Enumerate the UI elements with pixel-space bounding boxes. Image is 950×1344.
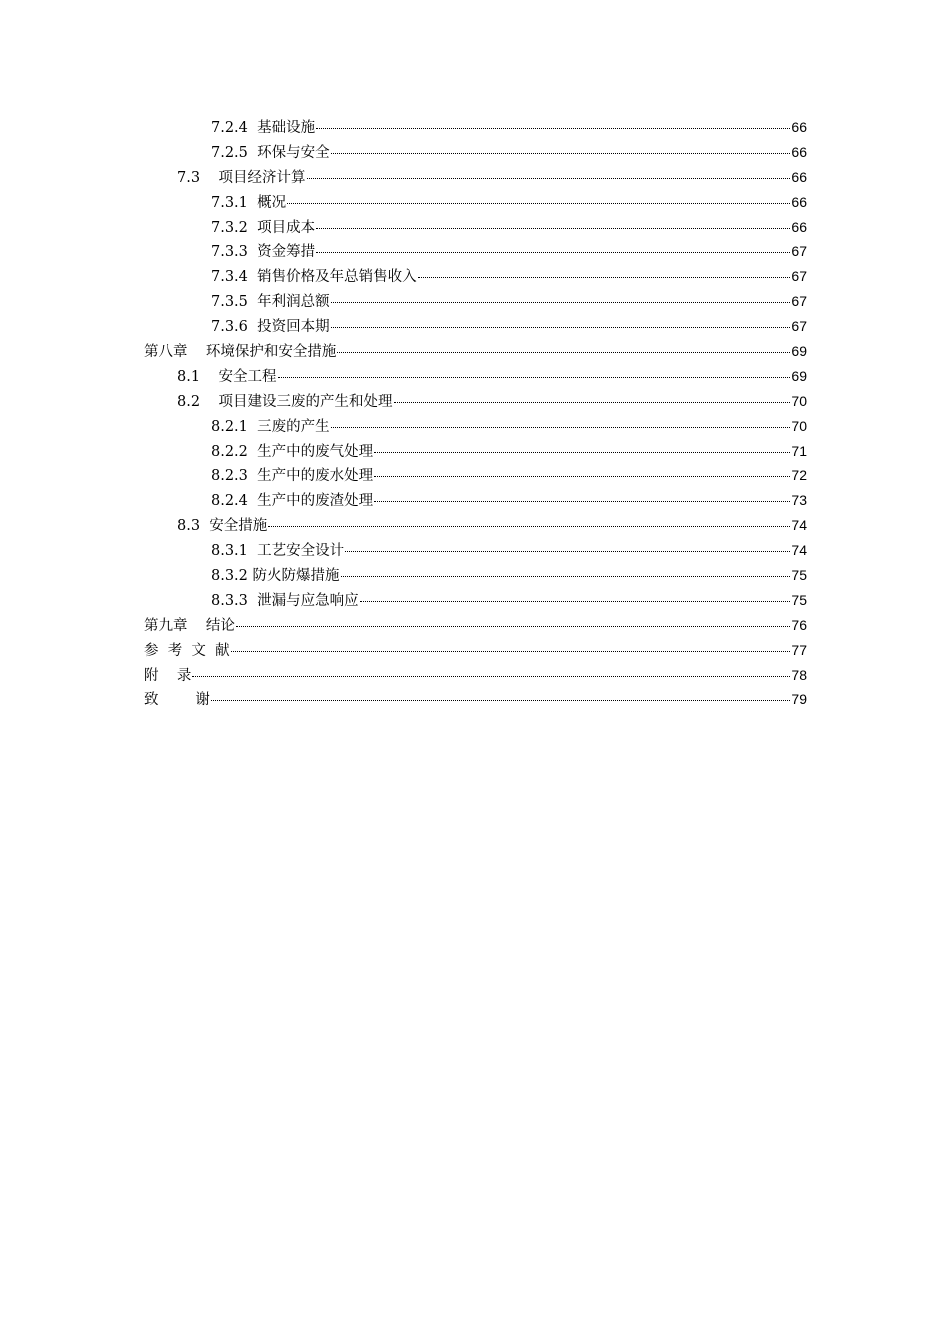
toc-entry[interactable] — [144, 364, 807, 389]
toc-entry-title: 7.3 项目经济计算 — [177, 169, 306, 186]
toc-entry[interactable] — [144, 239, 807, 264]
toc-entry[interactable] — [144, 588, 807, 613]
dot-leader — [307, 178, 791, 179]
toc-entry-title: 第九章 结论 — [144, 617, 235, 634]
toc-entry-title: 7.2.4 基础设施 — [211, 120, 316, 136]
toc-entry-page-number: 76 — [791, 616, 807, 633]
toc-entry-title: 7.3.5 年利润总额 — [211, 294, 330, 311]
toc-entry-title: 第八章 环境保护和安全措施 — [144, 344, 337, 361]
toc-entry-title: 8.2.3 生产中的废水处理 — [211, 468, 374, 485]
toc-entry-page-number: 67 — [791, 318, 807, 335]
toc-entry[interactable] — [144, 264, 807, 289]
toc-entry[interactable] — [144, 215, 807, 240]
toc-entry-title: 7.2.5 环保与安全 — [211, 144, 330, 161]
toc-entry-page-number: 66 — [791, 218, 807, 235]
dot-leader — [374, 452, 790, 453]
toc-entry-page-number: 66 — [791, 119, 807, 135]
dot-leader — [374, 501, 790, 502]
toc-entry-page-number: 69 — [791, 367, 807, 384]
dot-leader — [374, 476, 790, 477]
toc-entry-page-number: 67 — [791, 293, 807, 310]
toc-entry[interactable] — [144, 563, 807, 588]
toc-entry[interactable] — [144, 439, 807, 464]
dot-leader — [418, 277, 791, 278]
dot-leader — [331, 327, 791, 328]
dot-leader — [278, 377, 791, 378]
toc-entry-title: 附 录 — [144, 667, 192, 684]
toc-entry-page-number: 71 — [791, 442, 807, 459]
toc-entry-title: 8.3.1 工艺安全设计 — [211, 543, 345, 560]
dot-leader — [211, 700, 791, 701]
dot-leader — [316, 128, 790, 129]
toc-entry-page-number: 73 — [791, 492, 807, 509]
toc-entry-title: 8.2 项目建设三废的产生和处理 — [177, 393, 393, 410]
toc-entry[interactable] — [144, 513, 807, 538]
dot-leader — [316, 228, 790, 229]
toc-entry-page-number: 75 — [791, 591, 807, 608]
toc-entry[interactable] — [144, 538, 807, 563]
dot-leader — [337, 352, 790, 353]
dot-leader — [287, 203, 790, 204]
toc-entry[interactable] — [144, 638, 807, 663]
dot-leader — [331, 302, 791, 303]
toc-entry[interactable] — [144, 613, 807, 638]
toc-entry-page-number: 78 — [791, 666, 807, 683]
toc-entry[interactable] — [144, 414, 807, 439]
toc-entry-page-number: 69 — [791, 343, 807, 360]
toc-entry[interactable] — [144, 663, 807, 688]
toc-entry-title: 7.3.6 投资回本期 — [211, 319, 330, 336]
toc-entry-page-number: 67 — [791, 268, 807, 285]
dot-leader — [345, 551, 790, 552]
toc-entry-page-number: 70 — [791, 417, 807, 434]
toc-entry-title: 7.3.4 销售价格及年总销售收入 — [211, 269, 417, 286]
dot-leader — [236, 626, 790, 627]
toc-entry-page-number: 74 — [791, 517, 807, 534]
toc-entry-page-number: 70 — [791, 392, 807, 409]
toc-entry[interactable] — [144, 115, 807, 140]
toc-entry-title: 8.1 安全工程 — [177, 368, 277, 385]
toc-entry-page-number: 75 — [791, 567, 807, 584]
dot-leader — [231, 651, 791, 652]
dot-leader — [268, 526, 790, 527]
dot-leader — [341, 576, 791, 577]
dot-leader — [331, 427, 791, 428]
table-of-contents — [144, 115, 807, 712]
toc-entry-title: 参 考 文 献 — [144, 642, 230, 659]
toc-entry[interactable] — [144, 687, 807, 712]
dot-leader — [331, 153, 791, 154]
toc-entry[interactable] — [144, 339, 807, 364]
toc-entry[interactable] — [144, 314, 807, 339]
toc-entry-page-number: 72 — [791, 467, 807, 484]
toc-entry[interactable] — [144, 289, 807, 314]
toc-entry-page-number: 79 — [791, 691, 807, 708]
toc-entry-title: 8.2.4 生产中的废渣处理 — [211, 493, 374, 510]
toc-entry-page-number: 67 — [791, 243, 807, 260]
toc-entry-title: 8.3 安全措施 — [177, 518, 268, 535]
toc-entry[interactable] — [144, 389, 807, 414]
toc-entry-page-number: 77 — [791, 641, 807, 658]
toc-entry[interactable] — [144, 463, 807, 488]
toc-entry-page-number: 66 — [791, 143, 807, 160]
toc-entry-title: 致 谢 — [144, 692, 210, 709]
toc-entry[interactable] — [144, 140, 807, 165]
dot-leader — [192, 676, 790, 677]
toc-entry[interactable] — [144, 165, 807, 190]
toc-entry-page-number: 66 — [791, 168, 807, 185]
dot-leader — [360, 601, 791, 602]
toc-entry-title: 8.3.2 防火防爆措施 — [211, 568, 340, 585]
toc-entry-title: 7.3.2 项目成本 — [211, 219, 316, 236]
toc-entry-page-number: 66 — [791, 193, 807, 210]
toc-entry-title: 8.2.2 生产中的废气处理 — [211, 443, 374, 460]
toc-entry-title: 8.2.1 三废的产生 — [211, 418, 330, 435]
toc-entry-title: 8.3.3 泄漏与应急响应 — [211, 592, 359, 609]
toc-entry[interactable] — [144, 190, 807, 215]
toc-entry-title: 7.3.3 资金筹措 — [211, 244, 316, 261]
toc-entry[interactable] — [144, 488, 807, 513]
dot-leader — [316, 252, 790, 253]
toc-entry-title: 7.3.1 概况 — [211, 194, 287, 211]
dot-leader — [394, 402, 791, 403]
toc-entry-page-number: 74 — [791, 542, 807, 559]
